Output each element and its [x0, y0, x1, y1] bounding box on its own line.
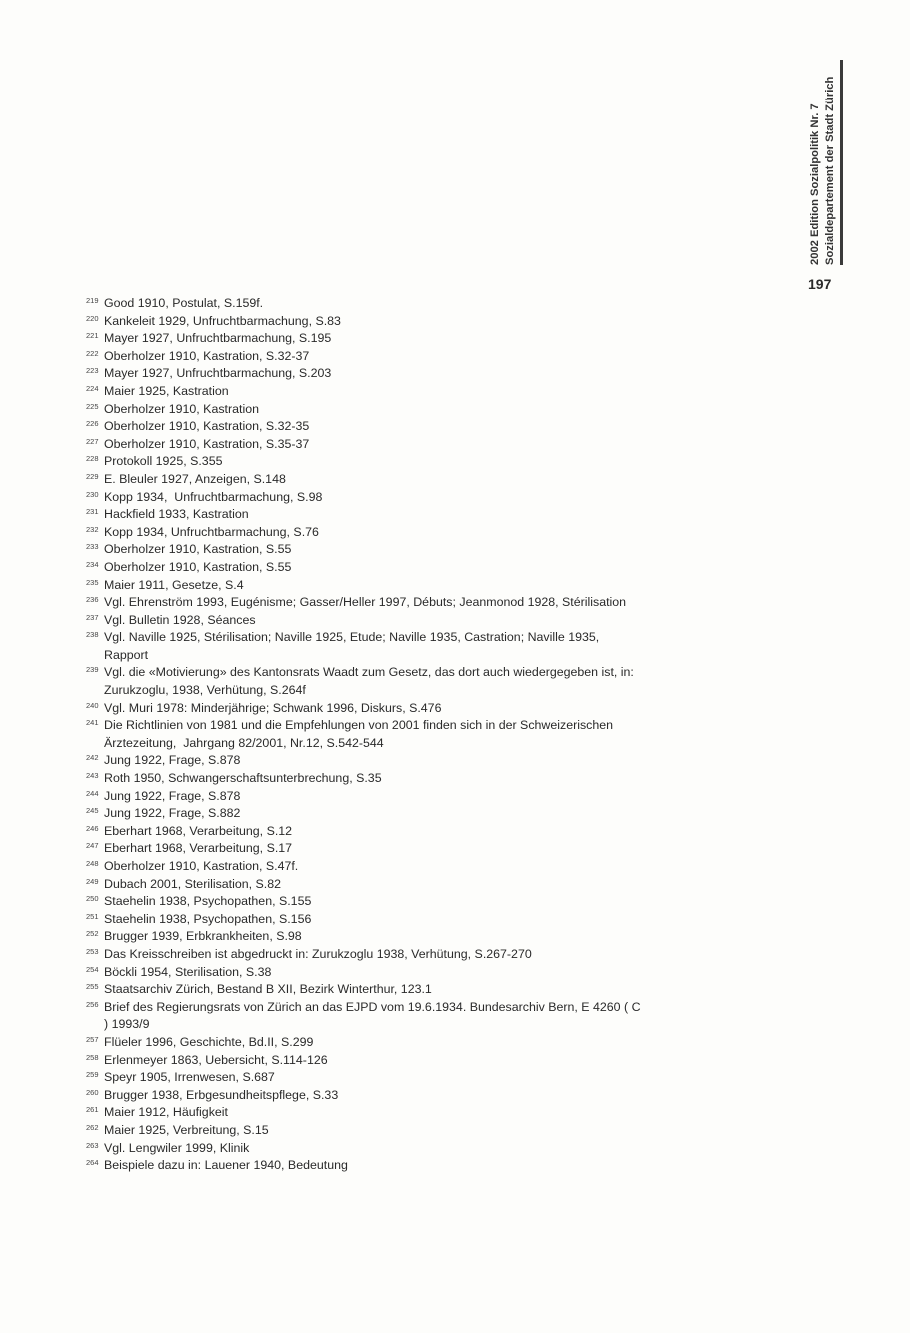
footnote-text: Staatsarchiv Zürich, Bestand B XII, Bezirk Winterthur, 123.1: [104, 982, 432, 997]
footnote-text: Eberhart 1968, Verarbeitung, S.17: [104, 841, 293, 856]
footnote-number: 238: [86, 630, 99, 640]
footnote-number: 251: [86, 911, 99, 921]
footnote-number: 260: [86, 1087, 99, 1097]
footnote-text: Staehelin 1938, Psychopathen, S.156: [104, 911, 312, 926]
footnote-item: [86, 664, 646, 699]
footnote-item: [86, 1034, 646, 1052]
footnote-item: [86, 577, 646, 595]
footnote-item: [86, 313, 646, 331]
footnote-item: [86, 999, 646, 1034]
footnote-number: 249: [86, 876, 99, 886]
footnote-number: 235: [86, 577, 99, 587]
footnote-text: Kopp 1934, Unfruchtbarmachung, S.76: [104, 524, 319, 539]
footnote-text: Die Richtlinien von 1981 und die Empfehlungen von 2001 finden sich in der Schweizerischen Ärztezeitung, Jahrgang 82/2001, Nr.12, S.542-544: [104, 718, 617, 750]
footnote-text: Maier 1911, Gesetze, S.4: [104, 577, 244, 592]
footnote-text: Vgl. Ehrenström 1993, Eugénisme; Gasser/Heller 1997, Débuts; Jeanmonod 1928, Stérilisation: [104, 595, 627, 610]
footnote-item: [86, 964, 646, 982]
footnote-text: Maier 1925, Verbreitung, S.15: [104, 1122, 269, 1137]
footnote-item: [86, 981, 646, 999]
footnote-text: Brugger 1938, Erbgesundheitspflege, S.33: [104, 1087, 339, 1102]
footnote-text: Kankeleit 1929, Unfruchtbarmachung, S.83: [104, 313, 341, 328]
footnote-number: 252: [86, 929, 99, 939]
footnote-item: [86, 823, 646, 841]
footnote-number: 227: [86, 436, 99, 446]
footnote-text: Beispiele dazu in: Lauener 1940, Bedeutung: [104, 1158, 348, 1173]
footnote-text: Maier 1912, Häufigkeit: [104, 1105, 228, 1120]
footnote-text: Oberholzer 1910, Kastration, S.35-37: [104, 436, 310, 451]
footnote-item: [86, 348, 646, 366]
footnote-number: 221: [86, 331, 99, 341]
footnote-text: Kopp 1934, Unfruchtbarmachung, S.98: [104, 489, 323, 504]
footnote-number: 222: [86, 348, 99, 358]
footnote-item: [86, 295, 646, 313]
footnote-item: [86, 330, 646, 348]
footnote-number: 263: [86, 1140, 99, 1150]
footnote-item: [86, 401, 646, 419]
footnote-item: [86, 1122, 646, 1140]
footnote-text: Oberholzer 1910, Kastration, S.32-37: [104, 348, 310, 363]
footnote-item: [86, 506, 646, 524]
footnote-number: 241: [86, 718, 99, 728]
footnote-text: Brugger 1939, Erbkrankheiten, S.98: [104, 929, 302, 944]
footnote-number: 234: [86, 559, 99, 569]
footnote-number: 223: [86, 366, 99, 376]
footnote-number: 236: [86, 595, 99, 605]
footnote-item: [86, 840, 646, 858]
footnote-text: Oberholzer 1910, Kastration: [104, 401, 259, 416]
footnote-number: 244: [86, 788, 99, 798]
footnote-item: [86, 1140, 646, 1158]
footnote-item: [86, 717, 646, 752]
footnote-number: 248: [86, 859, 99, 868]
footnote-text: Flüeler 1996, Geschichte, Bd.II, S.299: [104, 1034, 314, 1049]
footnote-text: Vgl. die «Motivierung» des Kantonsrats Waadt zum Gesetz, das dort auch wiedergegeben ist, in: Zurukzoglu, 1938, Verhütung, S.264f: [104, 665, 641, 698]
footnote-text: Mayer 1927, Unfruchtbarmachung, S.195: [104, 331, 332, 346]
footnote-number: 246: [86, 823, 99, 833]
footnote-text: Erlenmeyer 1863, Uebersicht, S.114-126: [104, 1052, 328, 1067]
footnote-text: Jung 1922, Frage, S.882: [104, 806, 241, 821]
footnote-text: Vgl. Muri 1978: Minderjährige; Schwank 1996, Diskurs, S.476: [104, 700, 442, 715]
footnote-text: Speyr 1905, Irrenwesen, S.687: [104, 1070, 275, 1085]
footnote-text: Oberholzer 1910, Kastration, S.55: [104, 559, 292, 574]
footnote-number: 253: [86, 946, 99, 956]
footnote-item: [86, 1104, 646, 1122]
footnote-item: [86, 541, 646, 559]
footnote-item: [86, 788, 646, 806]
footnote-item: [86, 770, 646, 788]
footnote-number: 250: [86, 894, 99, 904]
footnote-item: [86, 594, 646, 612]
footnote-number: 247: [86, 841, 99, 851]
sidebar-rule: [840, 60, 843, 265]
footnote-number: 259: [86, 1070, 99, 1080]
footnote-text: Vgl. Naville 1925, Stérilisation; Naville 1925, Etude; Naville 1935, Castration; Naville 1935, Rapport: [104, 630, 603, 662]
footnote-list: [86, 295, 646, 1175]
footnote-text: Oberholzer 1910, Kastration, S.47f.: [104, 859, 299, 873]
footnote-number: 232: [86, 524, 99, 534]
footnote-text: E. Bleuler 1927, Anzeigen, S.148: [104, 471, 286, 486]
series-sidebar-text: [808, 60, 850, 265]
page-number: 197: [808, 276, 832, 292]
footnote-item: [86, 383, 646, 401]
footnote-number: 226: [86, 419, 99, 429]
footnote-text: Maier 1925, Kastration: [104, 383, 229, 398]
footnote-text: Das Kreisschreiben ist abgedruckt in: Zurukzoglu 1938, Verhütung, S.267-270: [104, 946, 532, 961]
footnote-number: 237: [86, 612, 99, 622]
series-sidebar: [808, 60, 850, 265]
footnote-item: [86, 365, 646, 383]
footnote-number: 262: [86, 1122, 99, 1132]
footnote-number: 261: [86, 1105, 99, 1115]
footnote-number: 233: [86, 542, 99, 552]
footnote-item: [86, 471, 646, 489]
footnote-item: [86, 928, 646, 946]
footnote-number: 231: [86, 507, 99, 517]
footnote-number: 245: [86, 806, 99, 816]
footnote-text: Oberholzer 1910, Kastration, S.32-35: [104, 419, 310, 434]
footnote-item: [86, 911, 646, 929]
footnote-text: Brief des Regierungsrats von Zürich an das EJPD vom 19.6.1934. Bundesarchiv Bern, E 4260 ( C ) 1993/9: [104, 999, 644, 1032]
footnote-number: 230: [86, 489, 99, 499]
footnote-item: [86, 893, 646, 911]
footnote-text: Jung 1922, Frage, S.878: [104, 788, 241, 803]
footnote-number: 254: [86, 964, 99, 974]
footnote-item: [86, 876, 646, 894]
footnote-item: [86, 1069, 646, 1087]
footnote-number: 257: [86, 1034, 99, 1044]
footnote-number: 243: [86, 771, 99, 781]
footnote-item: [86, 700, 646, 718]
footnote-number: 239: [86, 665, 99, 675]
footnote-item: [86, 418, 646, 436]
footnote-item: [86, 629, 646, 664]
footnote-item: [86, 612, 646, 630]
footnote-number: 264: [86, 1158, 99, 1168]
footnote-item: [86, 946, 646, 964]
footnote-number: 220: [86, 313, 99, 323]
footnote-number: 228: [86, 454, 99, 464]
footnote-text: Hackfield 1933, Kastration: [104, 507, 249, 522]
footnote-text: Vgl. Lengwiler 1999, Klinik: [104, 1140, 250, 1155]
footnote-item: [86, 559, 646, 577]
footnote-text: Good 1910, Postulat, S.159f.: [104, 296, 264, 310]
footnote-text: Staehelin 1938, Psychopathen, S.155: [104, 894, 312, 909]
footnote-number: 229: [86, 471, 99, 481]
footnote-item: [86, 1157, 646, 1175]
footnote-number: 219: [86, 296, 99, 305]
footnote-text: Protokoll 1925, S.355: [104, 454, 223, 469]
footnote-text: Vgl. Bulletin 1928, Séances: [104, 612, 256, 627]
footnote-text: Eberhart 1968, Verarbeitung, S.12: [104, 823, 293, 838]
footnote-item: [86, 524, 646, 542]
footnote-number: 240: [86, 700, 99, 710]
footnote-item: [86, 858, 646, 876]
footnote-text: Böckli 1954, Sterilisation, S.38: [104, 964, 272, 979]
footnote-item: [86, 453, 646, 471]
footnote-item: [86, 1052, 646, 1070]
footnote-text: Jung 1922, Frage, S.878: [104, 753, 241, 768]
footnote-text: Oberholzer 1910, Kastration, S.55: [104, 542, 292, 557]
footnote-item: [86, 752, 646, 770]
footnote-text: Roth 1950, Schwangerschaftsunterbrechung, S.35: [104, 771, 382, 786]
footnote-number: 258: [86, 1052, 99, 1062]
sidebar-line-department: Sozialdepartement der Stadt Zürich: [824, 76, 836, 265]
footnote-item: [86, 805, 646, 823]
footnote-item: [86, 436, 646, 454]
footnote-item: [86, 1087, 646, 1105]
footnote-number: 256: [86, 999, 99, 1009]
footnote-text: Mayer 1927, Unfruchtbarmachung, S.203: [104, 366, 332, 381]
footnote-item: [86, 489, 646, 507]
footnote-number: 224: [86, 383, 99, 393]
footnote-number: 242: [86, 753, 99, 763]
footnote-number: 255: [86, 982, 99, 992]
footnote-number: 225: [86, 401, 99, 411]
footnote-text: Dubach 2001, Sterilisation, S.82: [104, 876, 282, 891]
sidebar-line-edition: 2002 Edition Sozialpolitik Nr. 7: [809, 103, 821, 265]
